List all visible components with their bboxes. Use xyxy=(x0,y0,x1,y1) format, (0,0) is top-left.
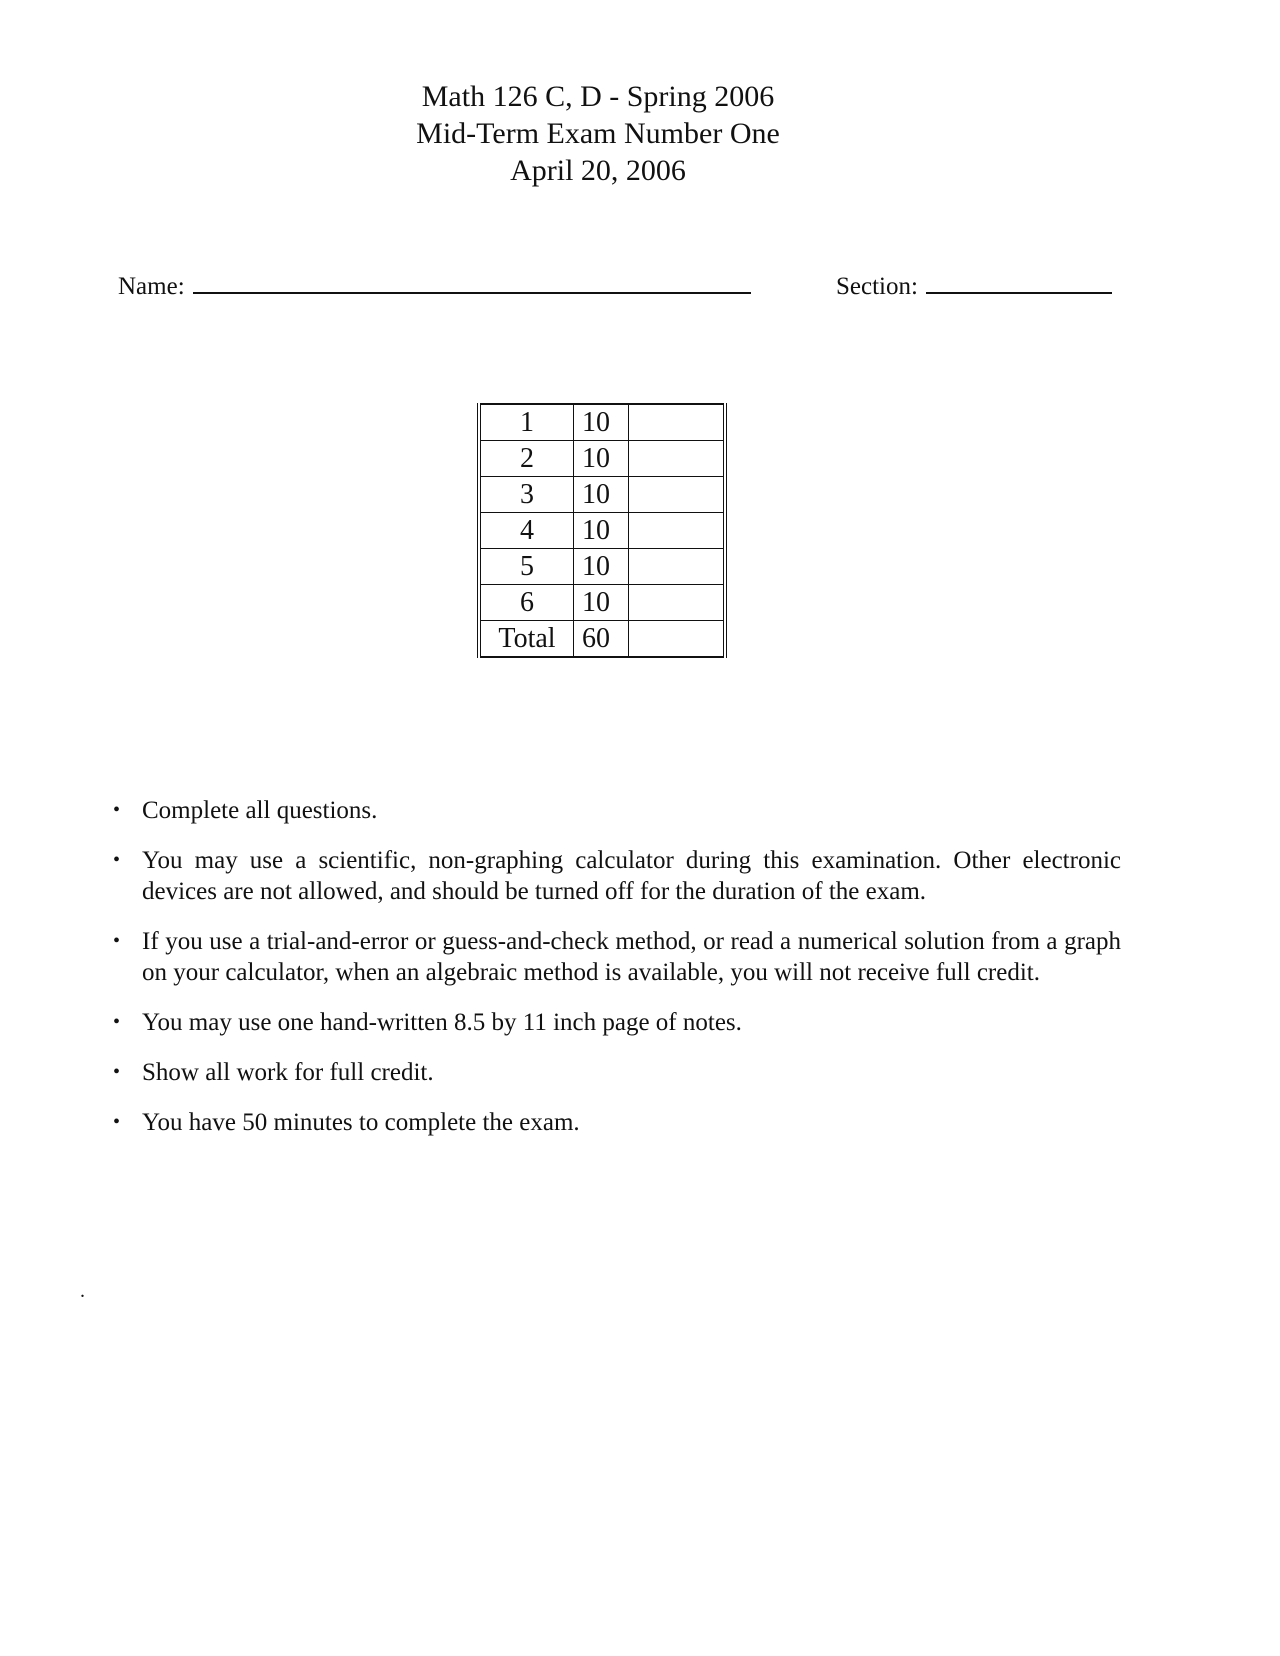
total-label-cell: Total xyxy=(479,621,574,658)
points-cell: 10 xyxy=(574,513,629,549)
points-cell: 10 xyxy=(574,477,629,513)
name-label: Name: xyxy=(118,273,185,300)
name-blank-line[interactable] xyxy=(193,272,751,294)
question-number-cell: 2 xyxy=(479,441,574,477)
exam-title: Mid-Term Exam Number One xyxy=(416,117,780,150)
question-number-cell: 4 xyxy=(479,513,574,549)
list-item xyxy=(113,1007,1121,1038)
table-row xyxy=(479,404,725,441)
score-cell[interactable] xyxy=(629,585,726,621)
instruction-text: If you use a trial-and-error or guess-and-check method, or read a numerical solution from a graph on your calculator, when an algebraic method is available, you will not receive full credit. xyxy=(142,928,1121,986)
question-number-cell: 3 xyxy=(479,477,574,513)
table-row xyxy=(479,549,725,585)
table-row-total xyxy=(479,621,725,658)
section-field[interactable] xyxy=(836,272,1112,301)
question-number-cell: 1 xyxy=(479,404,574,441)
bullet-icon: • xyxy=(113,1111,121,1133)
score-cell[interactable] xyxy=(629,513,726,549)
exam-header xyxy=(0,78,1196,189)
table-row xyxy=(479,441,725,477)
instruction-text: Show all work for full credit. xyxy=(142,1059,434,1086)
total-points-cell: 60 xyxy=(574,621,629,658)
list-item xyxy=(113,1057,1121,1088)
exam-date: April 20, 2006 xyxy=(510,154,686,187)
question-number-cell: 5 xyxy=(479,549,574,585)
table-row xyxy=(479,585,725,621)
bullet-icon: • xyxy=(113,1061,121,1083)
score-table xyxy=(477,403,727,658)
instruction-text: You may use one hand-written 8.5 by 11 inch page of notes. xyxy=(142,1009,742,1036)
list-item xyxy=(113,845,1121,907)
list-item xyxy=(113,795,1121,826)
bullet-icon: • xyxy=(113,799,121,821)
score-cell[interactable] xyxy=(629,404,726,441)
points-cell: 10 xyxy=(574,549,629,585)
instruction-text: Complete all questions. xyxy=(142,797,378,824)
name-field[interactable] xyxy=(118,272,751,301)
course-title: Math 126 C, D - Spring 2006 xyxy=(421,80,775,113)
bullet-icon: • xyxy=(113,930,121,952)
points-cell: 10 xyxy=(574,404,629,441)
section-label: Section: xyxy=(836,273,918,300)
table-row xyxy=(479,513,725,549)
points-cell: 10 xyxy=(574,585,629,621)
table-row xyxy=(479,477,725,513)
points-cell: 10 xyxy=(574,441,629,477)
question-number-cell: 6 xyxy=(479,585,574,621)
instruction-text: You may use a scientific, non-graphing calculator during this examination. Other electronic devices are not allowed, and should be turned off for the duration of the exam. xyxy=(142,847,1121,905)
score-cell[interactable] xyxy=(629,477,726,513)
stray-period-mark: . xyxy=(80,1280,85,1302)
score-cell[interactable] xyxy=(629,441,726,477)
total-score-cell[interactable] xyxy=(629,621,726,658)
section-blank-line[interactable] xyxy=(926,272,1112,294)
bullet-icon: • xyxy=(113,849,121,871)
list-item xyxy=(113,926,1121,988)
list-item xyxy=(113,1107,1121,1138)
score-cell[interactable] xyxy=(629,549,726,585)
bullet-icon: • xyxy=(113,1011,121,1033)
instructions-list xyxy=(113,795,1121,1157)
instruction-text: You have 50 minutes to complete the exam. xyxy=(142,1109,580,1136)
